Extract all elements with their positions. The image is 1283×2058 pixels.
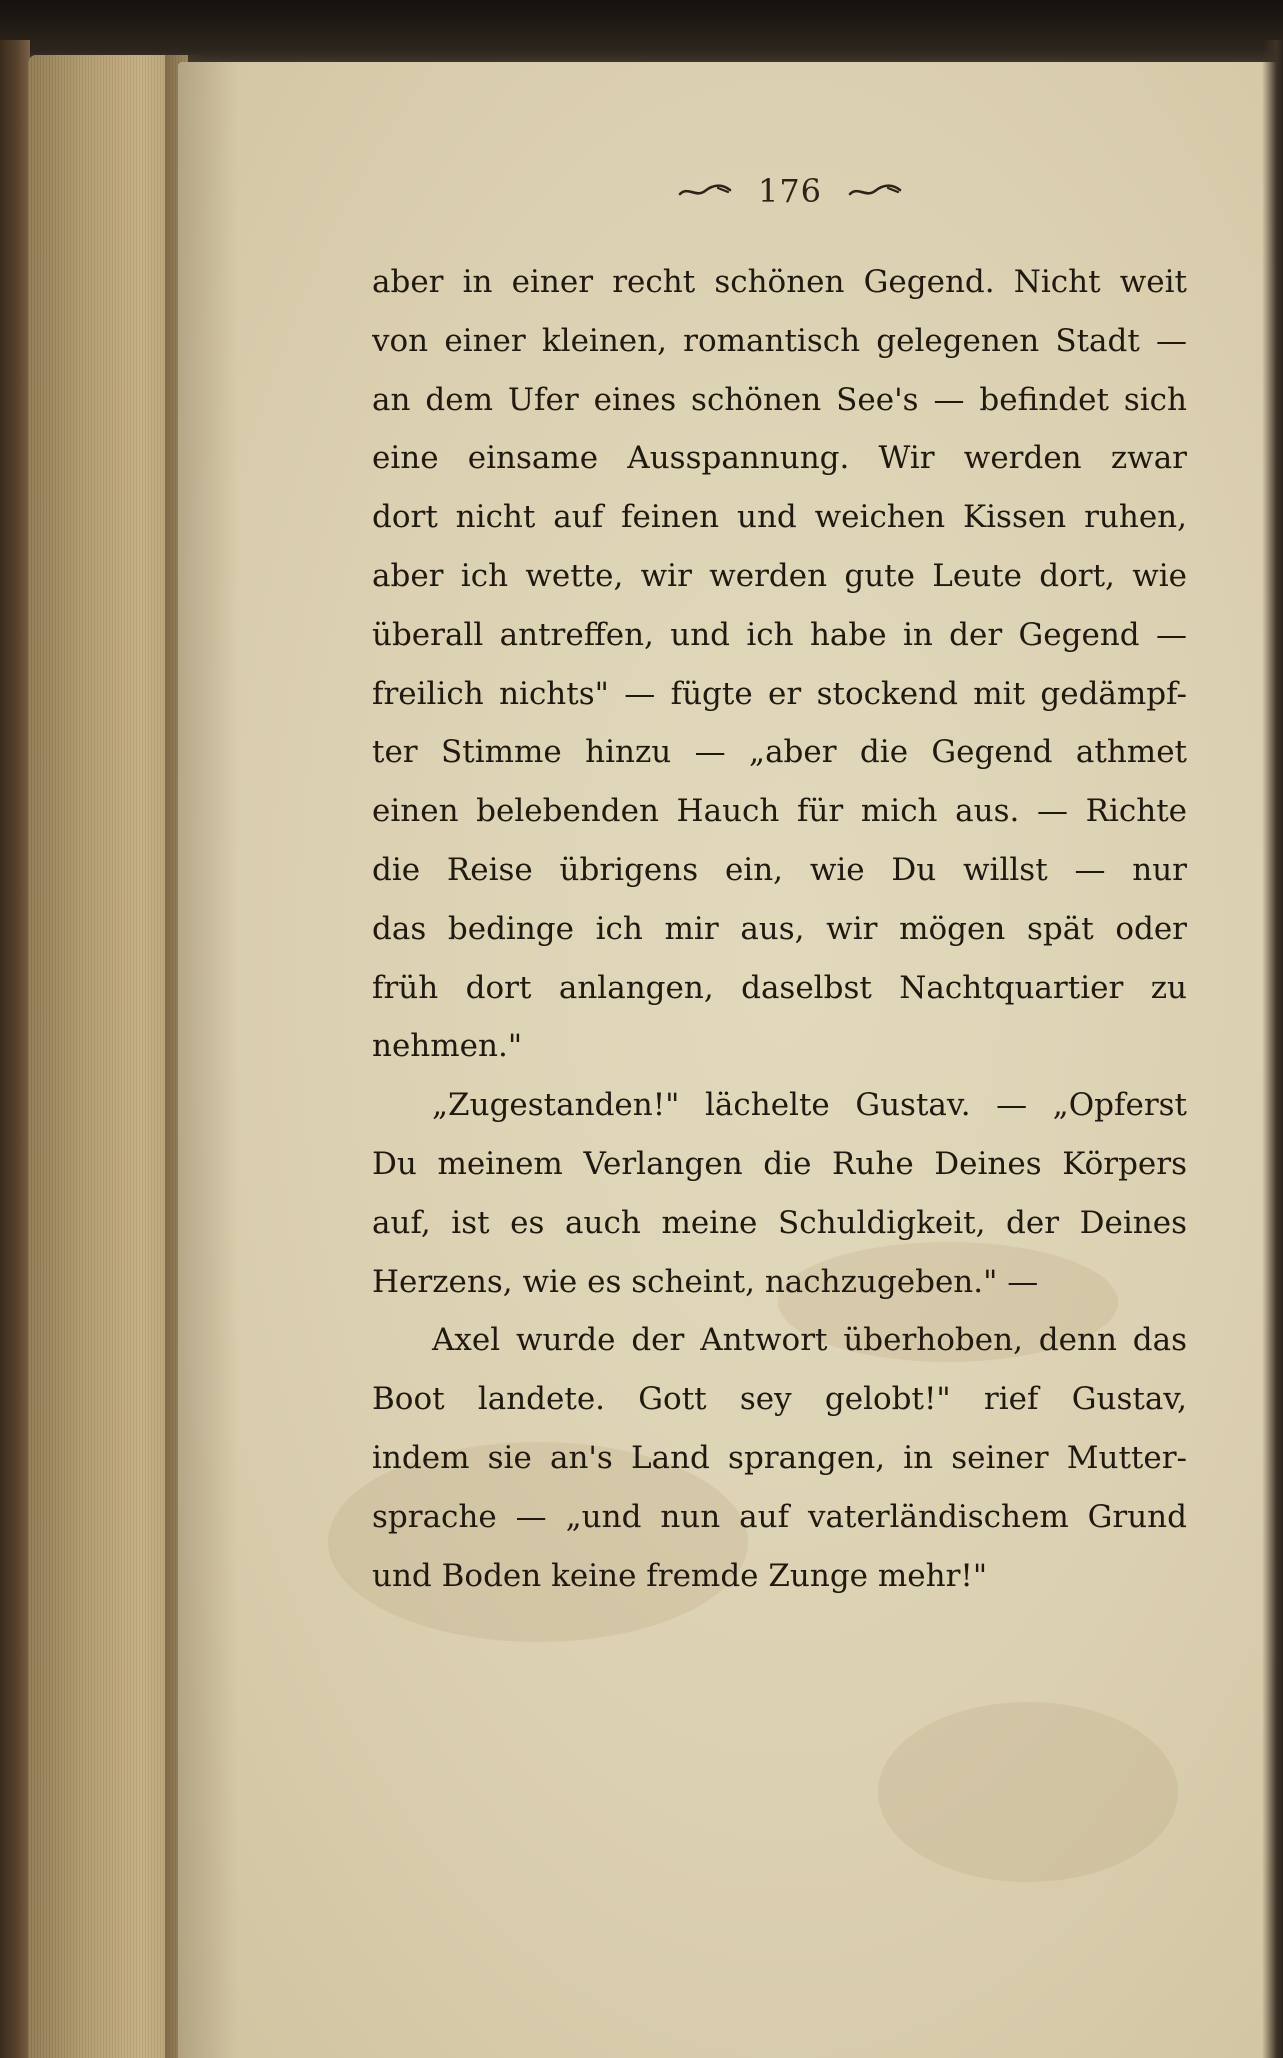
text-line: aber ich wette, wir werden gute Leute dort, wie [372,557,1187,594]
paper-stain [878,1702,1178,1882]
text-line: dort nicht auf feinen und weichen Kissen ruhen, [372,499,1187,536]
body-text [372,253,1187,1605]
paragraph-end-line: und Boden keine fremde Zunge mehr!" [372,1557,988,1594]
book-cover-edge [0,40,30,2058]
text-line: überall antreffen, und ich habe in der Gegend — [372,616,1187,653]
text-line: aber in einer recht schönen Gegend. Nicht weit [372,264,1187,300]
text-line: freilich nichts" — fügte er stockend mit gedämpf- [372,675,1187,712]
page-block-edges [28,55,188,2058]
page-gutter-shadow [178,62,238,2058]
text-line: einen belebenden Hauch für mich aus. — Richte [372,793,1187,830]
swash-flourish-icon [678,182,732,200]
paragraph-start-line: Axel wurde der Antwort überhoben, denn das [432,1322,1187,1359]
text-line: eine einsame Ausspannung. Wir werden zwar [372,440,1187,477]
text-line: Boot landete. Gott sey gelobt!" rief Gustav, [372,1381,1187,1418]
text-line: auf, ist es auch meine Schuldigkeit, der Deines [372,1204,1187,1241]
text-line: indem sie an's Land sprangen, in seiner Mutter- [372,1439,1187,1476]
text-line: früh dort anlangen, daselbst Nachtquartier zu [372,969,1187,1006]
text-line: von einer kleinen, romantisch gelegenen Stadt — [372,322,1187,359]
page-header [660,168,920,214]
swash-flourish-icon [848,182,902,200]
text-line: das bedinge ich mir aus, wir mögen spät oder [372,910,1187,947]
text-line: die Reise übrigens ein, wie Du willst — nur [372,851,1187,888]
page-right-edge [1262,40,1283,2058]
paragraph-end-line: Herzens, wie es scheint, nachzugeben." — [372,1263,1039,1300]
text-line: an dem Ufer eines schönen See's — befindet sich [372,381,1187,418]
text-line: ter Stimme hinzu — „aber die Gegend athmet [372,734,1187,771]
paragraph-end-line: nehmen." [372,1028,523,1065]
paragraph-start-line: „Zugestanden!" lächelte Gustav. — „Opferst [432,1087,1187,1124]
page-number: 176 [757,172,823,210]
text-line: Du meinem Verlangen die Ruhe Deines Körpers [372,1145,1187,1182]
text-line: sprache — „und nun auf vaterländischem Grund [372,1498,1187,1535]
